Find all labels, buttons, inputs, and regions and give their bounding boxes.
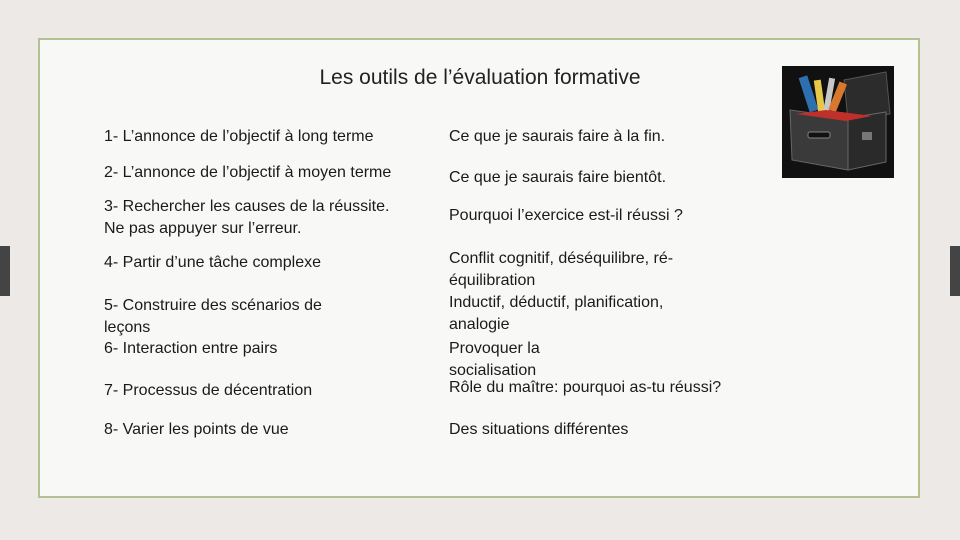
right-edge-tab: [950, 246, 960, 296]
answer-3: Pourquoi l’exercice est-il réussi ?: [449, 207, 683, 224]
answer-1: Ce que je saurais faire à la fin.: [449, 128, 666, 145]
item-7-decentration: 7- Processus de décentration: [104, 382, 313, 399]
toolbox-icon: [782, 66, 894, 178]
item-8-points-de-vue: 8- Varier les points de vue: [104, 421, 289, 438]
left-edge-tab: [0, 246, 10, 296]
answer-2: Ce que je saurais faire bientôt.: [449, 169, 667, 186]
answer-8: Des situations différentes: [449, 421, 629, 438]
item-1-objective-long: 1- L’annonce de l’objectif à long terme: [104, 128, 374, 145]
item-3-causes-reussite: 3- Rechercher les causes de la réussite. Ne pas appuyer sur l’erreur.: [104, 198, 390, 237]
answer-4: Conflit cognitif, déséquilibre, ré-équilibration: [449, 250, 674, 289]
answer-6: Provoquer la socialisation: [449, 340, 540, 379]
slide-title: Les outils de l’évaluation formative: [319, 66, 641, 89]
item-5-scenarios: 5- Construire des scénarios de leçons: [104, 297, 322, 336]
item-4-tache-complexe: 4- Partir d’une tâche complexe: [104, 254, 321, 271]
item-6-interaction: 6- Interaction entre pairs: [104, 340, 278, 357]
answer-7: Rôle du maître: pourquoi as-tu réussi?: [449, 379, 722, 396]
item-2-objective-medium: 2- L’annonce de l’objectif à moyen terme: [104, 164, 392, 181]
answer-5: Inductif, déductif, planification, analogie: [449, 294, 664, 333]
